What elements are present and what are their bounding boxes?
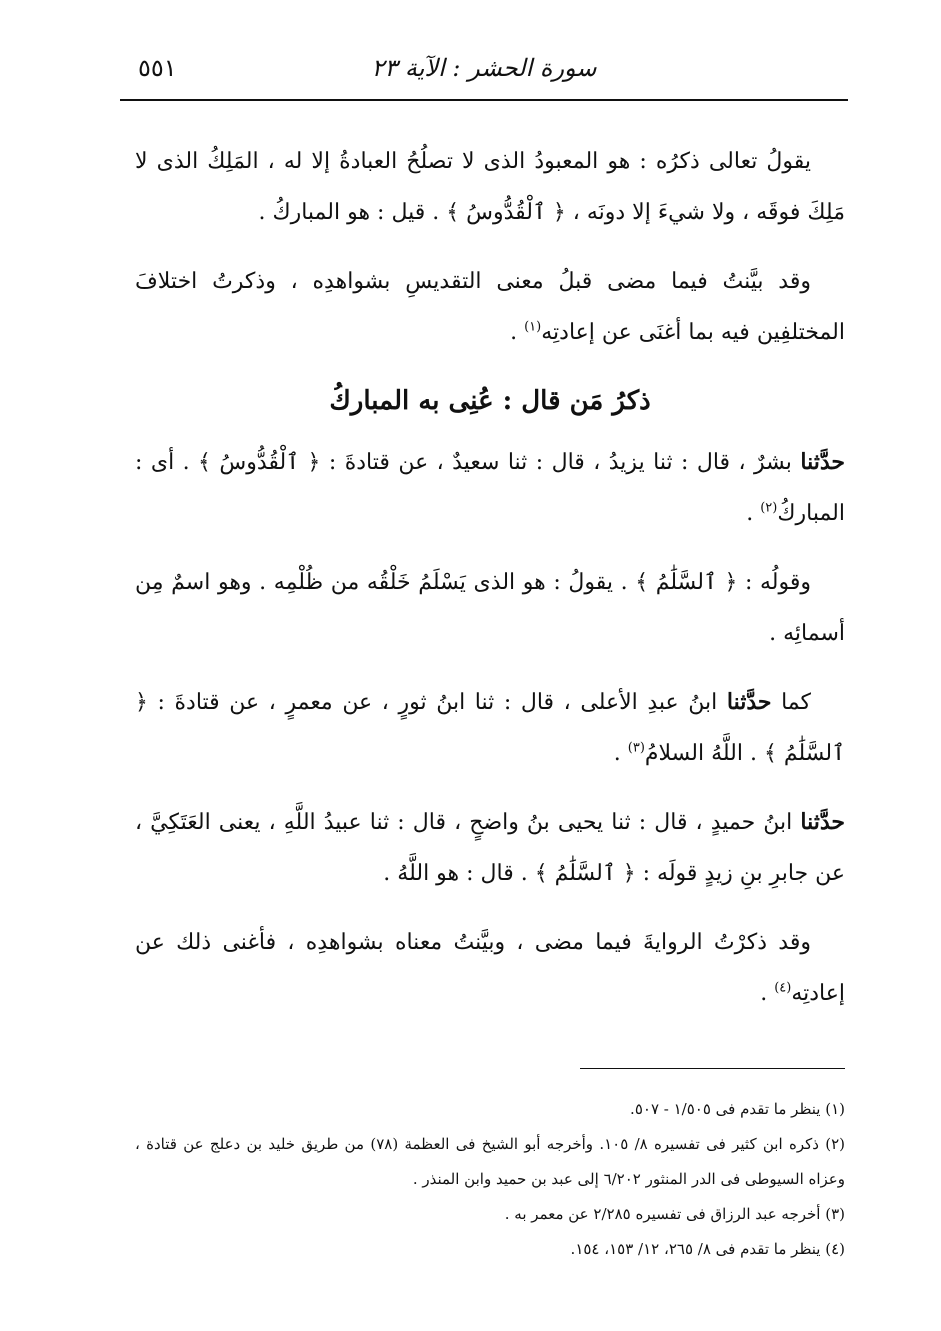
paragraph-7-text: وقد ذكرْتُ الروايةَ فيما مضى ، وبيَّنتُ معناه بشواهدِه ، فأغنى ذلك عن إعادتِه xyxy=(135,930,845,1006)
paragraph-6-lead: حدَّثنا xyxy=(800,809,845,835)
header-rule xyxy=(120,99,848,101)
paragraph-7-end: . xyxy=(760,981,775,1006)
footnotes xyxy=(135,1092,845,1267)
paragraph-5-pre: كما xyxy=(771,690,811,715)
footnote-4: (٤) ينظر ما تقدم فى ٨/ ٢٦٥، ١٢/ ١٥٣، ١٥٤. xyxy=(570,1240,845,1258)
paragraph-5-lead: حدَّثنا xyxy=(726,689,772,715)
paragraph-6-text: ابنُ حميدٍ ، قال : ثنا يحيى بنُ واضحٍ ، قال : ثنا عبيدُ اللَّهِ ، يعنى العَتَكِيَّ ، عن جابرِ بنِ زيدٍ قولَه : ﴿ ٱلسَّلَٰمُ ﴾ . قال : هو اللَّهُ . xyxy=(135,810,845,886)
paragraph-2 xyxy=(135,256,845,358)
main-text xyxy=(135,136,845,1037)
footnote-rule xyxy=(580,1068,845,1069)
paragraph-1: يقولُ تعالى ذكرُه : هو المعبودُ الذى لا تصلُحُ العبادةُ إلا له ، المَلِكُ الذى لا مَلِكَ فوقَه ، ولا شيءَ إلا دونَه ، ﴿ ٱلْقُدُّوسُ ﴾ . قيل : هو المباركُ . xyxy=(135,149,845,225)
paragraph-7 xyxy=(135,917,845,1019)
footnote-2: (٢) ذكره ابن كثير فى تفسيره ٨/ ١٠٥. وأخرجه أبو الشيخ فى العظمة (٧٨) من طريق خليد بن دعلج عن قتادة ، وعزاه السيوطى فى الدر المنثور ٦/٢٠٢ إلى عبد بن حميد وابن المنذر . xyxy=(135,1135,845,1188)
section-heading: ذكرُ مَن قال : عُنِى به المباركُ xyxy=(329,386,651,416)
paragraph-3-end: . xyxy=(746,501,761,526)
paragraph-6 xyxy=(135,797,845,899)
paragraph-5 xyxy=(135,677,845,779)
paragraph-4: وقولُه : ﴿ ٱلسَّلَٰمُ ﴾ . يقولُ : هو الذى يَسْلَمُ خَلْقُه من ظُلْمِه . وهو اسمٌ مِن أسمائِه . xyxy=(135,570,845,646)
paragraph-3-text: بشرٌ ، قال : ثنا يزيدُ ، قال : ثنا سعيدٌ ، عن قتادةَ : ﴿ ٱلْقُدُّوسُ ﴾ . أى : المباركُ xyxy=(135,450,845,526)
running-header xyxy=(120,52,848,96)
header-title: سورة الحشر : الآية ٢٣ xyxy=(371,54,597,82)
paragraph-3 xyxy=(135,437,845,539)
paragraph-3-lead: حدَّثنا xyxy=(800,449,845,475)
footnote-ref-1: (١) xyxy=(524,319,542,335)
footnote-ref-3: (٣) xyxy=(627,740,645,756)
footnote-ref-4: (٤) xyxy=(774,980,792,996)
paragraph-5-text: ابنُ عبدِ الأعلى ، قال : ثنا ابنُ ثورٍ ، عن معمرٍ ، عن قتادةَ : ﴿ ٱلسَّلَٰمُ ﴾ . اللَّهُ السلامُ xyxy=(135,690,845,766)
footnote-1: (١) ينظر ما تقدم فى ١/٥٠٥ - ٥٠٧. xyxy=(630,1100,845,1118)
footnote-ref-2: (٢) xyxy=(760,500,778,516)
paragraph-2-end: . xyxy=(510,320,525,345)
paragraph-5-end: . xyxy=(613,741,628,766)
page-number: ٥٥١ xyxy=(138,54,177,82)
paragraph-2-text: وقد بيَّنتُ فيما مضى قبلُ معنى التقديسِ بشواهدِه ، وذكرتُ اختلافَ المختلفِين فيه بما أغنَى عن إعادتِه xyxy=(135,269,845,345)
footnote-3: (٣) أخرجه عبد الرزاق فى تفسيره ٢/٢٨٥ عن معمر به . xyxy=(504,1205,845,1223)
